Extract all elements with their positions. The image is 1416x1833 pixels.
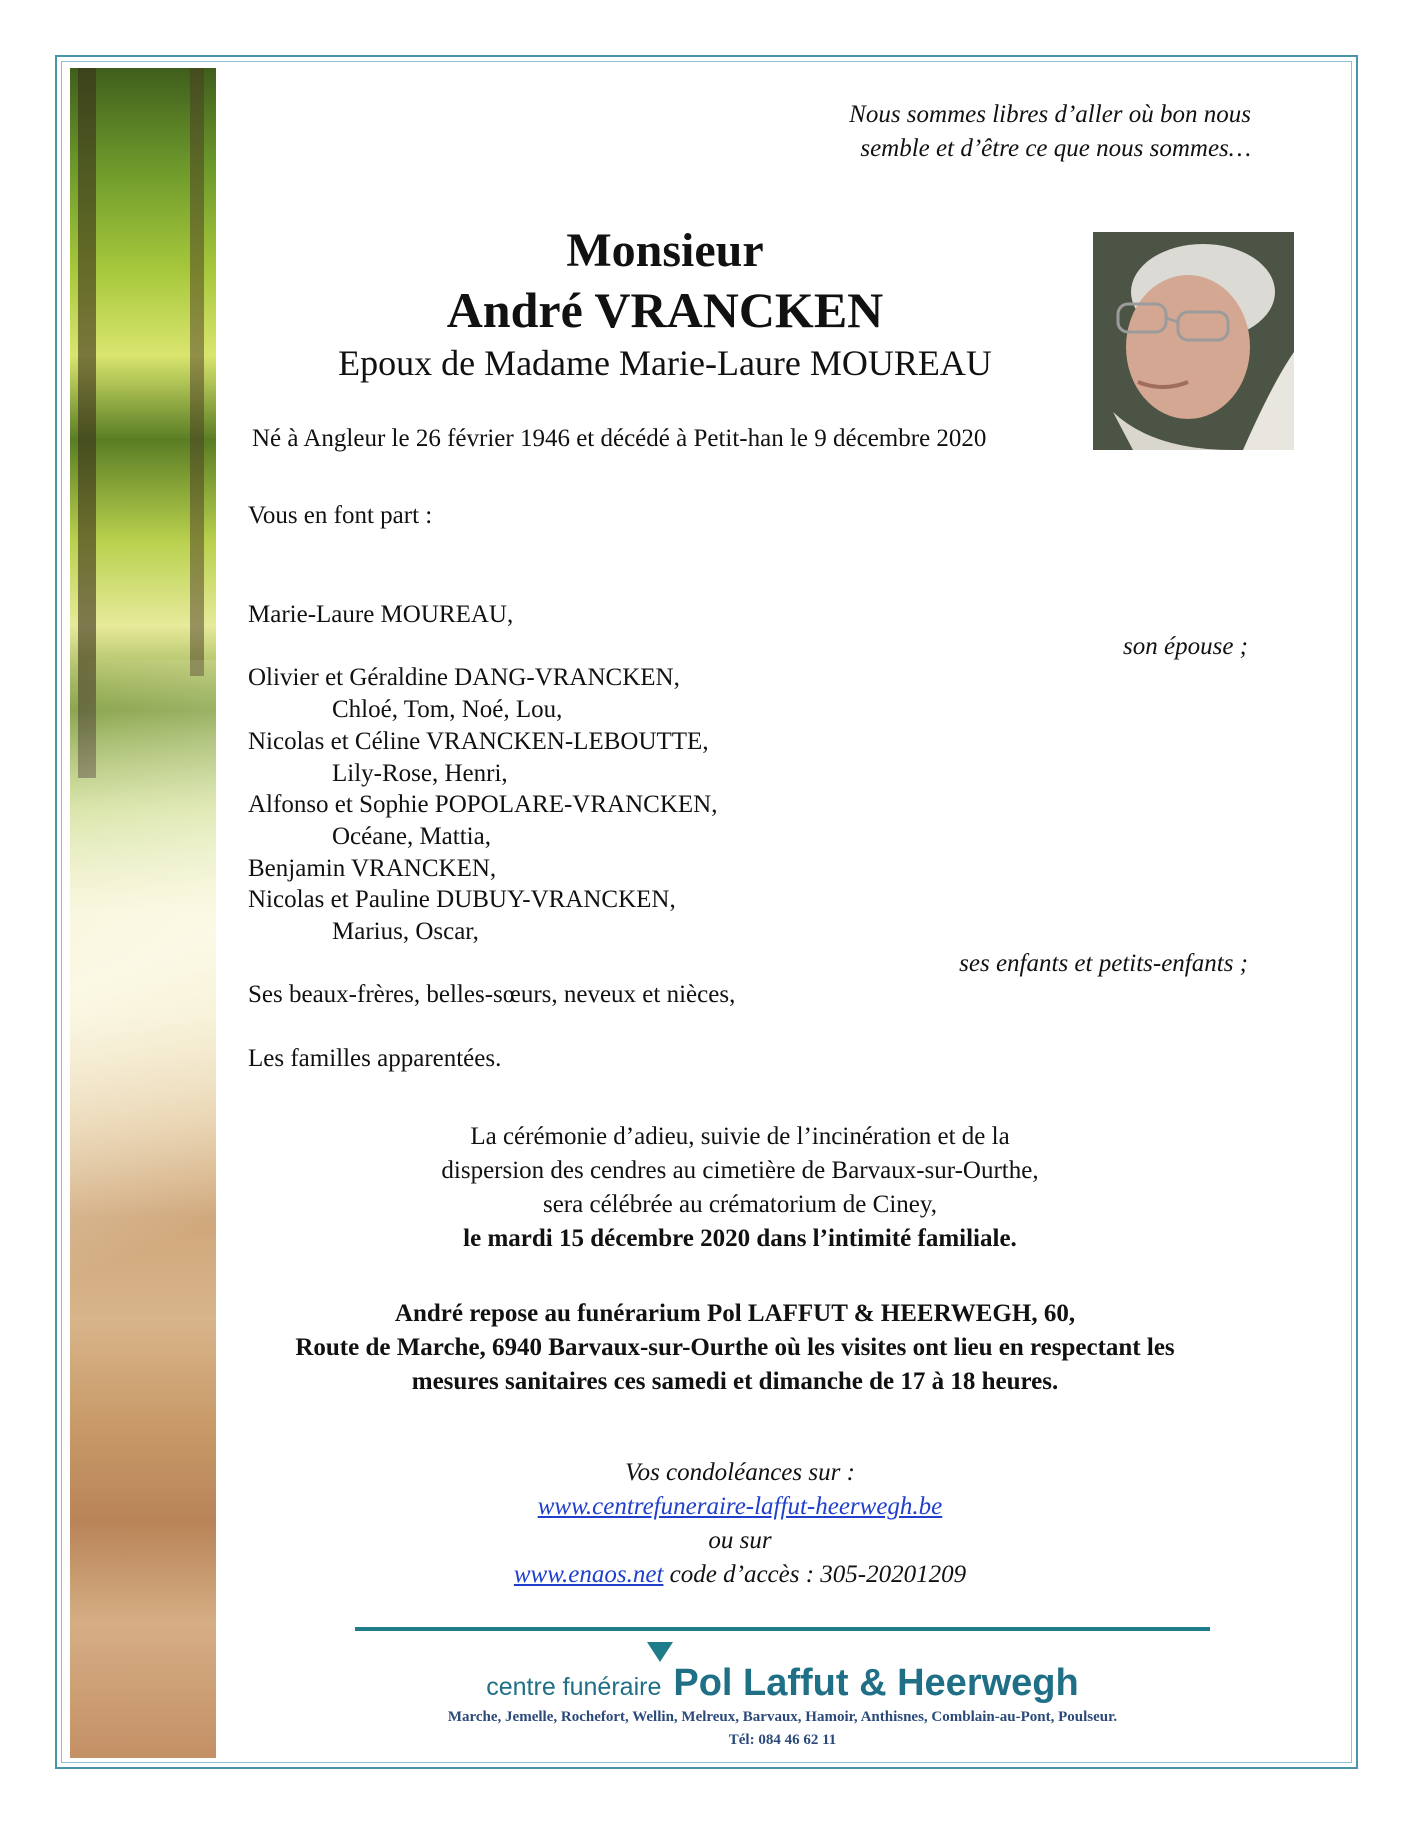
in-laws-line: Ses beaux-frères, belles-sœurs, neveux et nièces, (248, 981, 736, 1009)
repose-line: mesures sanitaires ces samedi et dimanche de 17 à 18 heures. (411, 1368, 1059, 1395)
list-item: Chloé, Tom, Noé, Lou, (332, 696, 563, 724)
list-item: Nicolas et Céline VRANCKEN-LEBOUTTE, (248, 727, 709, 755)
family-list (248, 599, 1248, 1075)
locations-list: Marche, Jemelle, Rochefort, Wellin, Melreux, Barvaux, Hamoir, Anthisnes, Comblain-au-Pont, Poulseur. (447, 1709, 1118, 1725)
ceremony-line: sera célébrée au crématorium de Ciney, (542, 1191, 937, 1218)
children-relation: ses enfants et petits-enfants ; (959, 949, 1248, 977)
deceased-header (250, 222, 1080, 386)
forest-path-photo (70, 68, 216, 1758)
list-item: Nicolas et Pauline DUBUY-VRANCKEN, (248, 886, 676, 914)
list-item: Benjamin VRANCKEN, (248, 854, 497, 882)
condolences-label: Vos condoléances sur : (625, 1459, 855, 1486)
honorific: Monsieur (566, 224, 764, 277)
condolences (280, 1456, 1200, 1592)
family-spouse: Marie-Laure MOUREAU, (248, 601, 514, 628)
repose-info (230, 1297, 1240, 1399)
list-item: Marius, Oscar, (332, 918, 479, 946)
footer-divider (355, 1627, 1210, 1631)
list-item: Océane, Mattia, (332, 822, 491, 850)
funeral-center-link[interactable]: www.centrefuneraire-laffut-heerwegh.be (537, 1493, 943, 1520)
repose-line: Route de Marche, 6940 Barvaux-sur-Ourthe où les visites ont lieu en respectant les (295, 1334, 1175, 1361)
logo-triangle-icon (647, 1642, 673, 1662)
ceremony-line: La cérémonie d’adieu, suivie de l’incinération et de la (470, 1123, 1010, 1150)
funeral-center-logo (355, 1640, 1210, 1749)
deceased-name: André VRANCKEN (446, 282, 884, 338)
opening-quote (651, 98, 1251, 166)
portrait-photo (1093, 232, 1294, 450)
birth-death-line: Né à Angleur le 26 février 1946 et décédé à Petit-han le 9 décembre 2020 (252, 425, 987, 452)
access-code: code d’accès : 305-20201209 (663, 1561, 967, 1588)
quote-line: Nous sommes libres d’aller où bon nous (849, 101, 1251, 128)
or-text: ou sur (708, 1527, 772, 1554)
ceremony-date: le mardi 15 décembre 2020 dans l’intimité familiale. (463, 1225, 1017, 1252)
logo-brand: Pol Laffut & Heerwegh (673, 1662, 1079, 1704)
logo-subtitle: centre funéraire (486, 1673, 662, 1701)
spouse-relation: son épouse ; (1123, 632, 1248, 660)
announcement-intro: Vous en font part : (248, 502, 433, 529)
quote-line: semble et d’être ce que nous sommes… (860, 135, 1251, 162)
ceremony-info (280, 1120, 1200, 1256)
repose-line: André repose au funérarium Pol LAFFUT & HEERWEGH, 60, (394, 1300, 1076, 1327)
list-item: Olivier et Géraldine DANG-VRANCKEN, (248, 664, 680, 692)
ceremony-line: dispersion des cendres au cimetière de Barvaux-sur-Ourthe, (441, 1157, 1039, 1184)
spouse-line: Epoux de Madame Marie-Laure MOUREAU (338, 343, 992, 383)
enaos-link[interactable]: www.enaos.net (513, 1561, 664, 1588)
phone-number: Tél: 084 46 62 11 (728, 1732, 837, 1748)
list-item: Lily-Rose, Henri, (332, 759, 508, 787)
list-item: Alfonso et Sophie POPOLARE-VRANCKEN, (248, 791, 718, 819)
related-families-line: Les familles apparentées. (248, 1045, 502, 1073)
